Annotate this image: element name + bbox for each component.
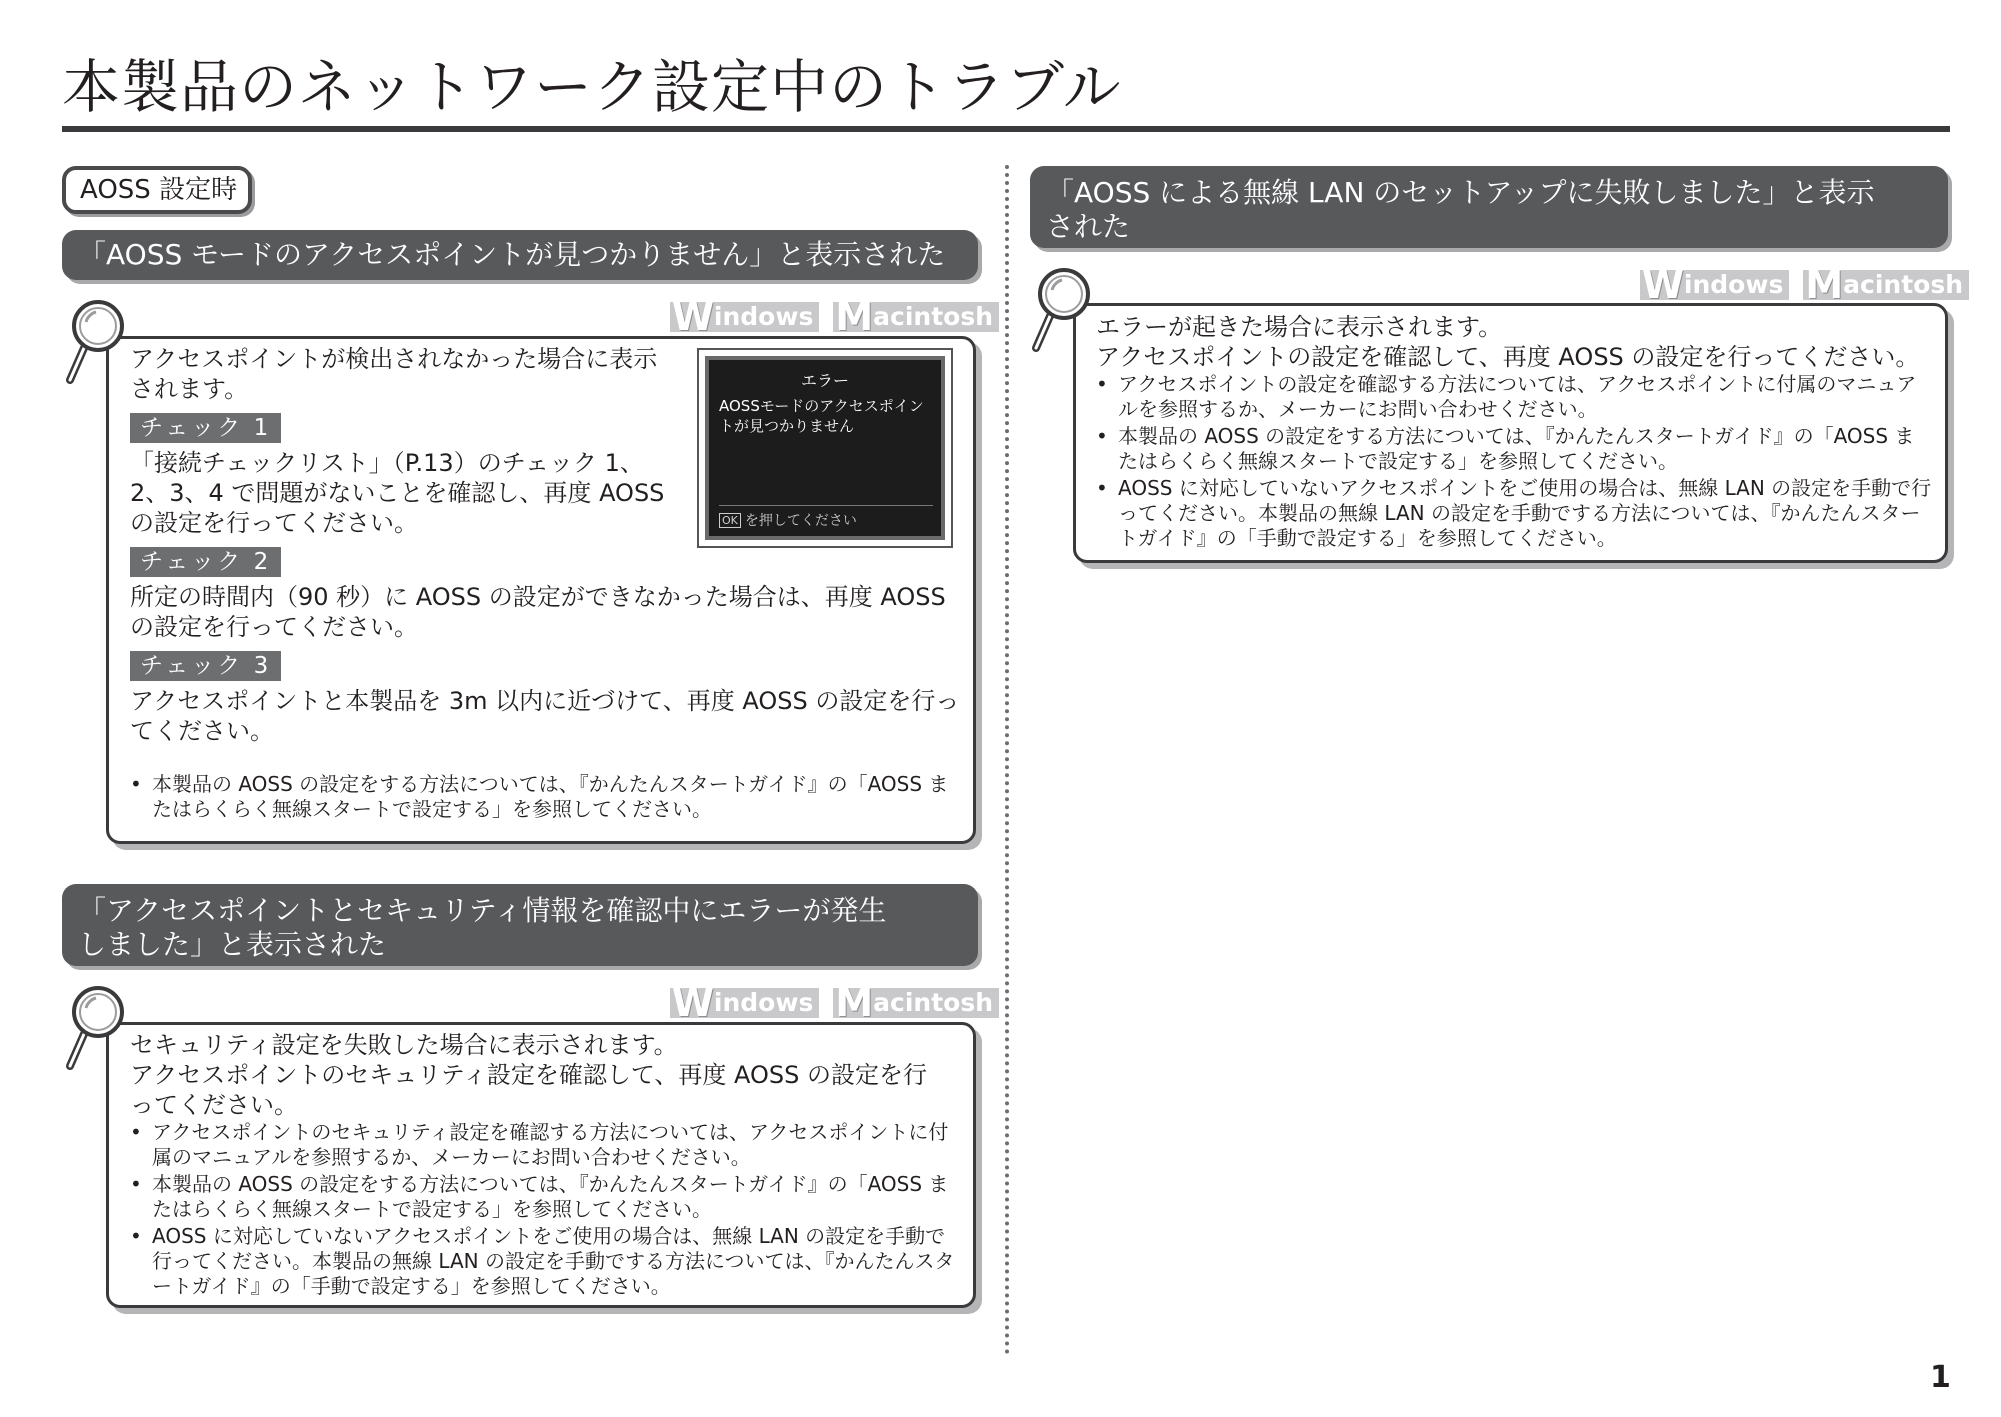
section3-bullets [1094,372,1932,553]
windows-badge: Windows [670,302,819,332]
list-item: • AOSS に対応していないアクセスポイントをご使用の場合は、無線 LAN の設定を手動で行ってください。本製品の無線 LAN の設定を手動でする方法については、『かんたんスタートガイド』の「手動で設定する」を参照してください。 [128,1224,958,1299]
check1-label: チェック 1 [130,413,281,443]
list-item: • 本製品の AOSS の設定をする方法については、『かんたんスタートガイド』の「AOSS またはらくらく無線スタートで設定する」を参照してください。 [128,1172,958,1222]
section2-intro: セキュリティ設定を失敗した場合に表示されます。 [130,1031,678,1059]
section2-bullets [128,1120,958,1301]
section2-os-badges [670,981,999,1025]
lcd-footer-text: を押してください [744,513,857,529]
macintosh-badge: Macintosh [833,302,999,332]
macintosh-badge: Macintosh [1803,270,1969,300]
lcd-title: エラー [800,371,849,390]
section1-banner-text: 「AOSS モードのアクセスポイントが見つかりません」と表示された [78,238,946,271]
macintosh-badge: Macintosh [833,988,999,1018]
section3-banner-line2: された [1046,210,1131,243]
section1-intro: アクセスポイントが検出されなかった場合に表示されます。 [130,345,658,403]
ok-key-icon: OK [719,513,741,528]
aoss-setting-pill: AOSS 設定時 [62,166,252,214]
section2-banner-line1: 「アクセスポイントとセキュリティ情報を確認中にエラーが発生 [78,894,887,927]
magnifier-icon [60,984,130,1074]
check3-text: アクセスポイントと本製品を 3m 以内に近づけて、再度 AOSS の設定を行ってください。 [130,687,960,745]
section2-banner-line2: しました」と表示された [78,928,387,961]
check2-text: 所定の時間内（90 秒）に AOSS の設定ができなかった場合は、再度 AOSS の設定を行ってください。 [130,583,946,641]
section2-action: アクセスポイントのセキュリティ設定を確認して、再度 AOSS の設定を行ってください。 [130,1061,928,1119]
windows-badge: Windows [670,988,819,1018]
lcd-screen [697,348,953,548]
section1-os-badges [670,295,999,339]
magnifier-icon [60,298,130,388]
section3-intro: エラーが起きた場合に表示されます。 [1096,313,1503,341]
list-item: • アクセスポイントの設定を確認する方法については、アクセスポイントに付属のマニュアルを参照するか、メーカーにお問い合わせください。 [1094,372,1932,422]
windows-badge: Windows [1640,270,1789,300]
lcd-display [705,356,945,540]
title-rule [62,126,1950,132]
list-item: • 本製品の AOSS の設定をする方法については、『かんたんスタートガイド』の「AOSS またはらくらく無線スタートで設定する」を参照してください。 [1094,424,1932,474]
column-divider [1005,165,1009,1355]
magnifier-icon [1026,266,1096,356]
list-item: • アクセスポイントのセキュリティ設定を確認する方法については、アクセスポイントに付属のマニュアルを参照するか、メーカーにお問い合わせください。 [128,1120,958,1170]
section3-banner-line1: 「AOSS による無線 LAN のセットアップに失敗しました」と表示 [1046,176,1875,209]
section1-banner [62,230,978,280]
section3-banner [1030,166,1948,248]
lcd-footer [719,505,933,530]
page-title: 本製品のネットワーク設定中のトラブル [62,53,1122,121]
list-item: • 本製品の AOSS の設定をする方法については、『かんたんスタートガイド』の「AOSS またはらくらく無線スタートで設定する」を参照してください。 [128,772,958,822]
section3-action: アクセスポイントの設定を確認して、再度 AOSS の設定を行ってください。 [1096,343,1920,371]
list-item: • AOSS に対応していないアクセスポイントをご使用の場合は、無線 LAN の設定を手動で行ってください。本製品の無線 LAN の設定を手動でする方法については、『かんたんスタートガイド』の「手動で設定する」を参照してください。 [1094,476,1932,551]
check1-text: 「接続チェックリスト」（P.13）のチェック 1、2、3、4 で問題がないことを確認し、再度 AOSS の設定を行ってください。 [130,449,665,537]
section2-banner [62,884,978,966]
check2-label: チェック 2 [130,547,281,577]
lcd-message: AOSSモードのアクセスポイントが見つかりません [719,397,924,435]
page-number: 1 [1930,1360,1951,1395]
section3-os-badges [1640,263,1969,307]
check3-label: チェック 3 [130,651,281,681]
section1-bullets [128,772,958,824]
